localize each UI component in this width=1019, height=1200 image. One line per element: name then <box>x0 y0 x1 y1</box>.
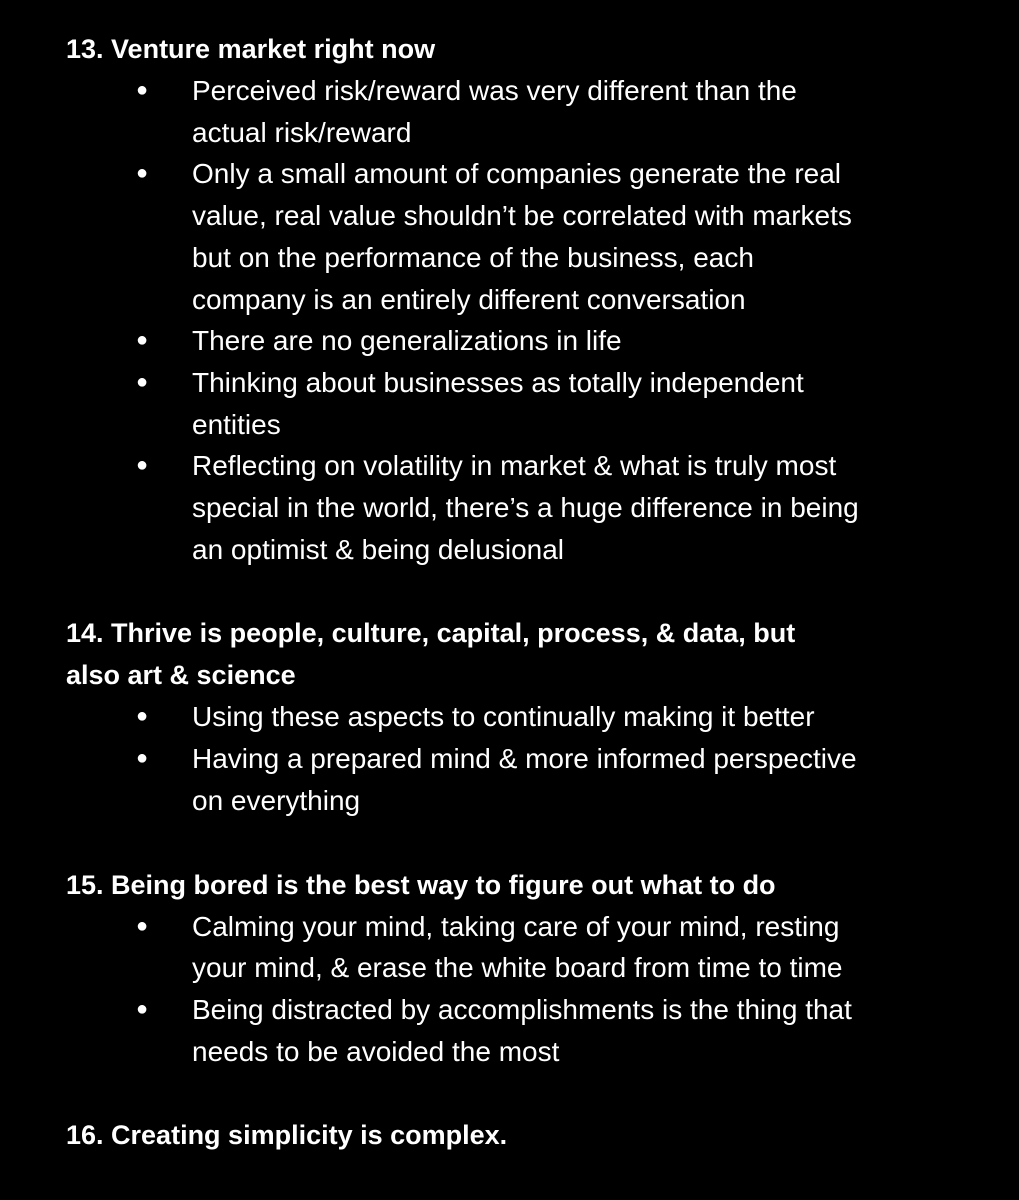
bullet-icon: ● <box>136 79 149 101</box>
bullet-line: Reflecting on volatility in market & what is truly most <box>192 450 837 482</box>
bullet-line: Only a small amount of companies generate the real <box>192 158 842 190</box>
bullet-icon: ● <box>136 747 149 770</box>
bullet-line: Calming your mind, taking care of your mind, resting <box>192 910 840 942</box>
bullet-line: actual risk/reward <box>192 116 412 148</box>
bullet-icon: ● <box>136 914 149 937</box>
heading-line: also art & science <box>66 660 296 691</box>
bullet-line: your mind, & erase the white board from time to time <box>192 952 843 984</box>
bullet-line: but on the performance of the business, each <box>192 241 754 273</box>
bullet-line: on everything <box>192 784 361 816</box>
section-heading: 13. Venture market right now <box>66 34 436 64</box>
bullet-icon: ● <box>136 705 149 728</box>
bullet-line: Perceived risk/reward was very different than the <box>192 75 797 106</box>
bullet-line: company is an entirely different conversation <box>192 283 746 315</box>
list-item <box>66 153 966 320</box>
section-16 <box>66 1114 966 1156</box>
list-item <box>66 445 966 570</box>
section-heading <box>66 612 966 696</box>
section-heading: 15. Being bored is the best way to figure out what to do <box>66 869 776 900</box>
list-item <box>66 696 966 738</box>
bullet-line: Thinking about businesses as totally independent <box>192 366 804 398</box>
section-15 <box>66 864 966 1073</box>
list-item <box>66 738 966 821</box>
bullet-icon: ● <box>136 370 149 393</box>
list-item <box>66 70 966 153</box>
bullet-line: There are no generalizations in life <box>192 325 622 357</box>
bullet-list <box>66 696 966 821</box>
heading-line: 14. Thrive is people, culture, capital, process, & data, but <box>66 618 796 649</box>
bullet-line: Having a prepared mind & more informed perspective <box>192 743 857 775</box>
list-item <box>66 320 966 362</box>
bullet-line: an optimist & being delusional <box>192 533 565 565</box>
section-14 <box>66 612 966 821</box>
bullet-line: value, real value shouldn’t be correlated with markets <box>192 200 852 232</box>
bullet-icon: ● <box>136 454 149 477</box>
bullet-list <box>66 906 966 1073</box>
bullet-line: entities <box>192 408 281 440</box>
bullet-icon: ● <box>136 162 149 185</box>
list-item <box>66 989 966 1072</box>
section-13 <box>66 28 966 570</box>
list-item <box>66 906 966 989</box>
bullet-line: Using these aspects to continually making it better <box>192 701 815 733</box>
list-item <box>66 362 966 445</box>
bullet-icon: ● <box>136 329 149 352</box>
bullet-line: Being distracted by accomplishments is the thing that <box>192 993 852 1025</box>
bullet-line: special in the world, there’s a huge difference in being <box>192 492 859 524</box>
bullet-list <box>66 70 966 570</box>
notes-document <box>66 28 966 1156</box>
section-heading: 16. Creating simplicity is complex. <box>66 1120 508 1151</box>
bullet-icon: ● <box>136 997 149 1020</box>
bullet-line: needs to be avoided the most <box>192 1035 560 1067</box>
